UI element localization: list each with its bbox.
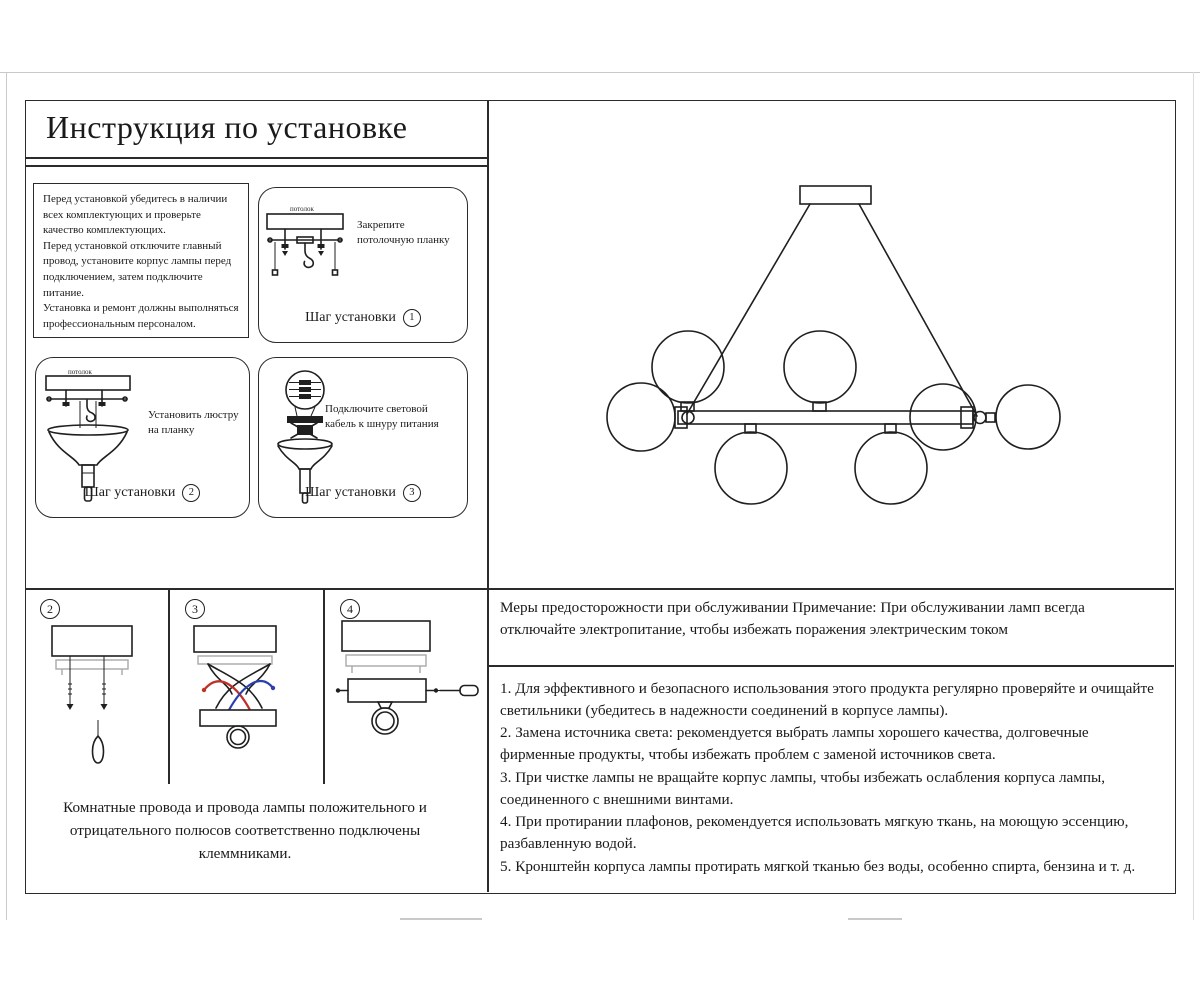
scan-artifact-bottom-2 [848, 918, 902, 920]
intro-paragraph: Установка и ремонт должны выполняться профессиональным персоналом. [43, 302, 239, 330]
wire-connection-diagram [176, 618, 316, 780]
step-3-caption: Подключите световой кабель к шнуру питания [325, 403, 439, 430]
step-2-caption: Установить люстру на планку [148, 409, 239, 436]
precaution-note: Меры предосторожности при обслуживании Примечание: При обслуживании ламп всегда отключайте электропитание, чтобы избежать поражения электрическим током [500, 599, 1085, 639]
canopy-fastening-diagram [330, 615, 480, 783]
step-1-caption: Закрепите потолочную планку [357, 219, 450, 246]
intro-warning-text [34, 184, 248, 340]
panels-top-divider [25, 588, 1174, 590]
step-1-box [258, 187, 468, 343]
chandelier-drawing [487, 102, 1174, 588]
svg-text:потолок: потолок [68, 368, 92, 376]
scan-artifact-bottom-1 [400, 918, 482, 920]
scan-edge-left [6, 72, 7, 920]
maintenance-item: 2. Замена источника света: рекомендуется выбрать лампы хорошего качества, долговечные фирменные продукты, чтобы избежать проблем с заменой источников света. [500, 724, 1089, 764]
panel-divider-1 [168, 588, 170, 784]
svg-text:потолок: потолок [290, 205, 314, 213]
maintenance-item: 3. При чистке лампы не вращайте корпус лампы, чтобы избежать ослабления корпуса лампы, соединенного с внешними винтами. [500, 768, 1106, 808]
title-underline-1 [25, 157, 487, 159]
intro-warning-box [33, 183, 249, 338]
precaution-bottom-divider [487, 665, 1174, 667]
step-2-label: Шаг установки 2 [36, 484, 249, 502]
step-1-number-icon: 1 [403, 309, 421, 327]
maintenance-item: 1. Для эффективного и безопасного использования этого продукта регулярно проверяйте и очищайте светильники (убедитесь в надежности соединений в корпусе лампы). [500, 680, 1154, 719]
maintenance-list [500, 678, 1162, 879]
step-3-label: Шаг установки 3 [259, 484, 467, 502]
maintenance-item: 4. При протирании плафонов, рекомендуется использовать мягкую ткань, на моющую эссенцию, разбавленную водой. [500, 813, 1129, 853]
step-1-label: Шаг установки 1 [259, 309, 467, 327]
scan-edge-right [1193, 72, 1194, 920]
panels-caption: Комнатные провода и провода лампы положительного и отрицательного полюсов соответственно подключены клеммниками. [63, 799, 427, 862]
panel-3-number-icon: 3 [185, 599, 205, 619]
panel-2-number-icon: 2 [40, 599, 60, 619]
title-underline-2 [25, 165, 487, 167]
ceiling-plate-mounting-diagram [265, 202, 353, 304]
panel-divider-2 [323, 588, 325, 784]
intro-paragraph: Перед установкой отключите главный провод, установите корпус лампы перед подключением, затем подключите питание. [43, 239, 232, 299]
step-3-box [258, 357, 468, 518]
panel-4-number-icon: 4 [340, 599, 360, 619]
maintenance-item: 5. Кронштейн корпуса лампы протирать мягкой тканью без воды, особенно спирта, бензина и т. д. [500, 857, 1136, 875]
step-3-number-icon: 3 [403, 484, 421, 502]
step-2-box [35, 357, 250, 518]
ceiling-anchors-diagram [32, 618, 157, 780]
step-2-number-icon: 2 [182, 484, 200, 502]
scan-edge-top [0, 72, 1200, 73]
page-title: Инструкция по установке [46, 109, 408, 145]
intro-paragraph: Перед установкой убедитесь в наличии всех комплектующих и проверьте качество комплектующих. [43, 193, 228, 237]
